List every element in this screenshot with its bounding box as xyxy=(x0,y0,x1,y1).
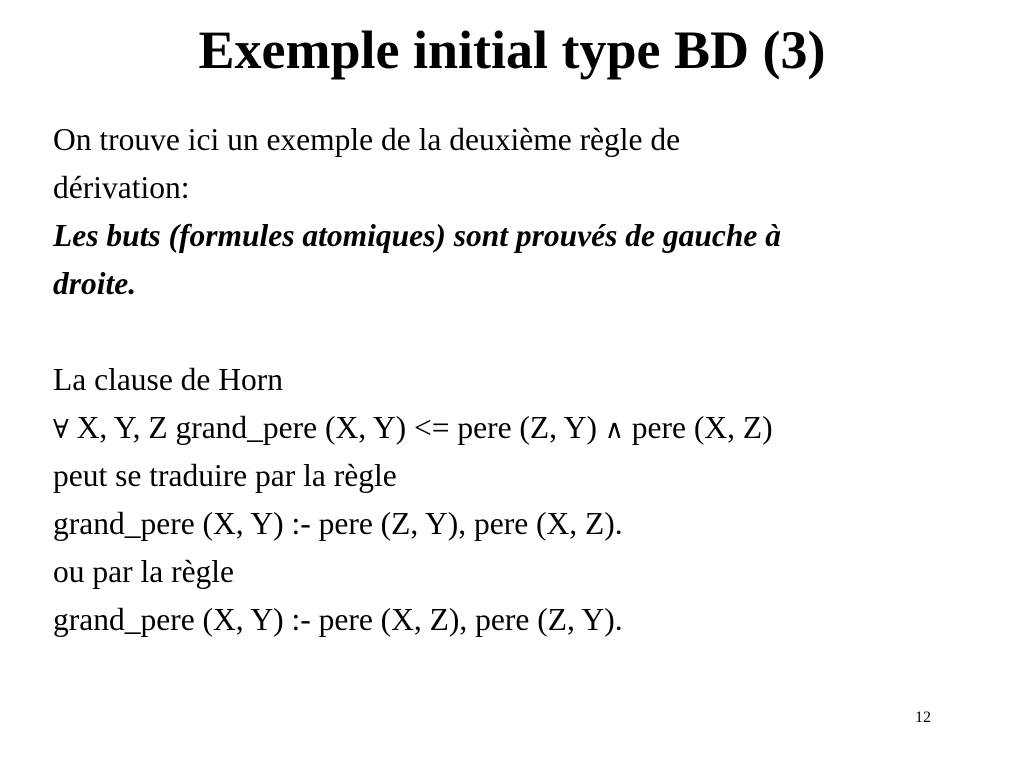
horn-clause-heading: La clause de Horn xyxy=(53,362,284,397)
formula-part-2: pere (X, Z) xyxy=(623,410,773,445)
derivation-rule-line-2: droite. xyxy=(53,266,137,301)
translate-line: peut se traduire par la règle xyxy=(53,458,397,493)
slide-body xyxy=(53,116,1003,644)
prolog-rule-a: grand_pere (X, Y) :- pere (Z, Y), pere (X, Z). xyxy=(53,506,623,541)
logical-and-symbol: ∧ xyxy=(604,415,624,445)
slide-title: Exemple initial type BD (3) xyxy=(198,20,826,80)
blank-spacer xyxy=(53,308,1003,356)
intro-line-1: On trouve ici un exemple de la deuxième règle de xyxy=(53,122,681,157)
intro-line-2: dérivation: xyxy=(53,170,190,205)
page-number: 12 xyxy=(915,709,931,726)
or-line: ou par la règle xyxy=(53,554,235,589)
formula-part-1: X, Y, Z grand_pere (X, Y) <= pere (Z, Y) xyxy=(68,410,605,445)
horn-clause-formula xyxy=(53,404,1003,452)
derivation-rule-line-1: Les buts (formules atomiques) sont prouvés de gauche à xyxy=(53,218,782,253)
forall-symbol: ∀ xyxy=(53,415,69,445)
prolog-rule-b: grand_pere (X, Y) :- pere (X, Z), pere (Z, Y). xyxy=(53,602,623,637)
